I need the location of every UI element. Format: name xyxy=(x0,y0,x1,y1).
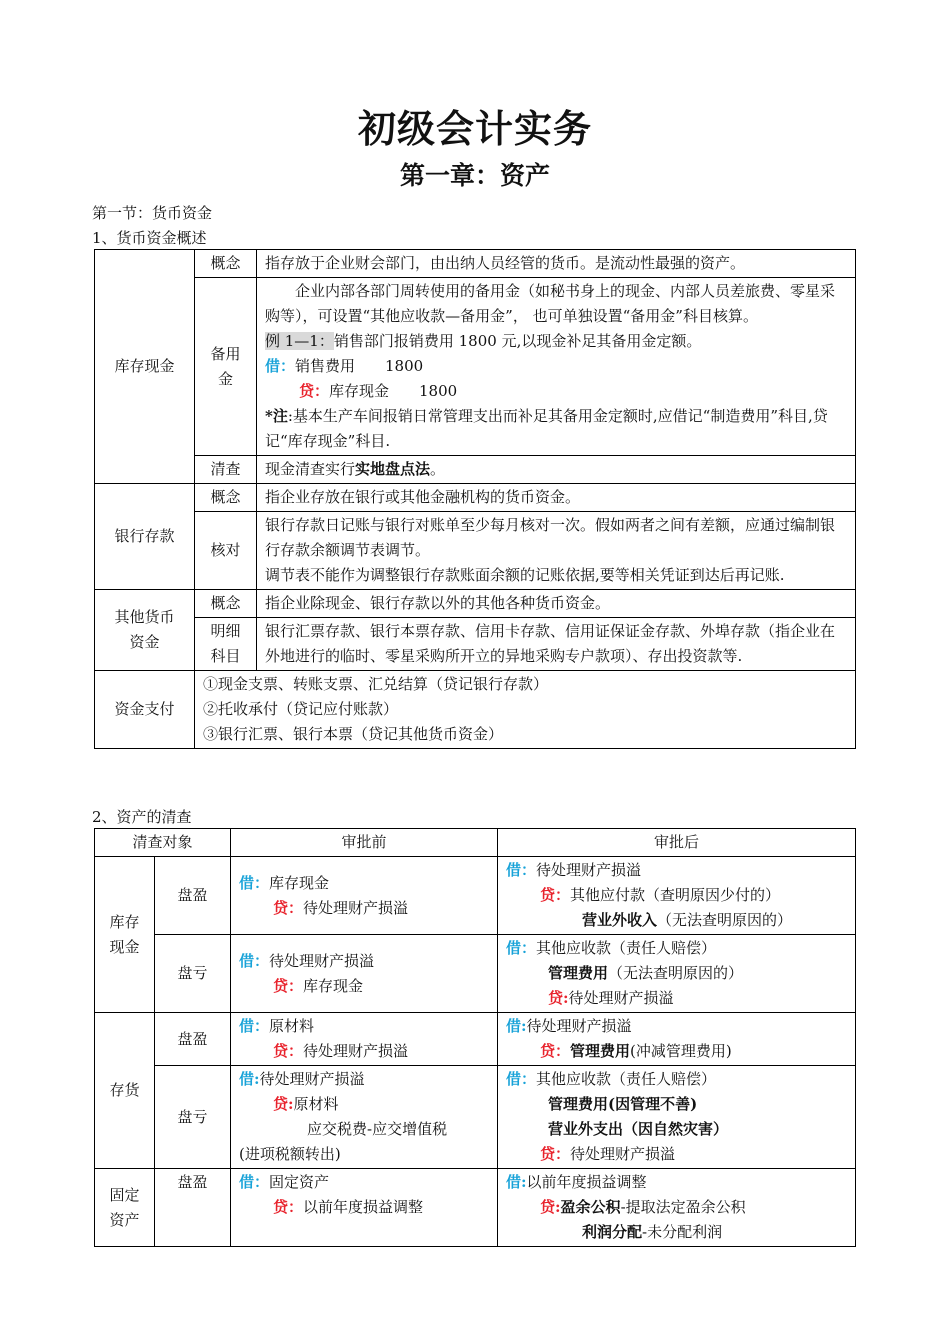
inv-surplus-after: 借:待处理财产损溢 贷：管理费用(冲减管理费用) xyxy=(498,1013,856,1066)
cash-deficit-after: 借：其他应收款（责任人赔偿） 管理费用（无法查明原因的） 贷:待处理财产损溢 xyxy=(498,935,856,1013)
subsection-heading-1: 1、货币资金概述 xyxy=(92,229,207,247)
bank-label: 银行存款 xyxy=(95,484,195,590)
other-detail-label: 明细 科目 xyxy=(195,618,257,671)
payment-label: 资金支付 xyxy=(95,671,195,749)
surplus-label: 盘盈 xyxy=(155,1169,231,1247)
fixed-asset-object: 固定 资产 xyxy=(95,1169,155,1247)
cash-surplus-before: 借：库存现金 贷：待处理财产损溢 xyxy=(231,857,498,935)
other-funds-label: 其他货币 资金 xyxy=(95,590,195,671)
payment-items xyxy=(195,671,856,749)
asset-check-table xyxy=(94,828,856,1247)
other-concept-label: 概念 xyxy=(195,590,257,618)
bank-verify-content: 银行存款日记账与银行对账单至少每月核对一次。假如两者之间有差额，应通过编制银行存款余额调节表调节。 调节表不能作为调整银行存款账面余额的记账依据,要等相关凭证到达后再记账. xyxy=(257,512,856,590)
cash-concept-label: 概念 xyxy=(195,250,257,278)
cash-label: 库存现金 xyxy=(95,250,195,484)
payment-item: ①现金支票、转账支票、汇兑结算（贷记银行存款） xyxy=(203,675,549,693)
inventory-object: 存货 xyxy=(95,1013,155,1169)
payment-item: ②托收承付（贷记应付账款） xyxy=(203,700,399,718)
bank-concept-text: 指企业存放在银行或其他金融机构的货币资金。 xyxy=(257,484,856,512)
petty-cash-para: 企业内部各部门周转使用的备用金（如秘书身上的现金、内部人员差旅费、零星采购等），可设置“其他应收款—备用金”， 也可单独设置“备用金”科目核算。 xyxy=(265,282,836,325)
fa-surplus-after: 借:以前年度损益调整 贷:盈余公积-提取法定盈余公积 利润分配-未分配利润 xyxy=(498,1169,856,1247)
example-tag: 例 1—1： xyxy=(265,332,334,350)
other-detail-text: 银行汇票存款、银行本票存款、信用卡存款、信用证保证金存款、外埠存款（指企业在外地进行的临时、零星采购所开立的异地采购专户款项）、存出投资款等. xyxy=(257,618,856,671)
bank-concept-label: 概念 xyxy=(195,484,257,512)
payment-item: ③银行汇票、银行本票（贷记其他货币资金） xyxy=(203,725,504,743)
cash-concept-text: 指存放于企业财会部门，由出纳人员经管的货币。是流动性最强的资产。 xyxy=(257,250,856,278)
inv-surplus-before: 借：原材料 贷：待处理财产损溢 xyxy=(231,1013,498,1066)
inv-deficit-after: 借：其他应收款（责任人赔偿） 管理费用(因管理不善) 营业外支出（因自然灾害） 贷：待处理财产损溢 xyxy=(498,1066,856,1169)
monetary-funds-table xyxy=(94,249,856,749)
surplus-label: 盘盈 xyxy=(155,1013,231,1066)
cash-object: 库存 现金 xyxy=(95,857,155,1013)
bank-verify-label: 核对 xyxy=(195,512,257,590)
header-before: 审批前 xyxy=(231,829,498,857)
chapter-title: 第一章：资产 xyxy=(399,161,550,190)
cash-check-text: 现金清查实行实地盘点法。 xyxy=(257,456,856,484)
doc-title: 初级会计实务 xyxy=(357,106,592,151)
subsection-heading-2: 2、资产的清查 xyxy=(92,808,192,826)
example-line: 例 1—1：销售部门报销费用 1800 元,以现金补足其备用金定额。 xyxy=(265,332,702,350)
inv-deficit-before: 借:待处理财产损溢 贷:原材料 应交税费-应交增值税 (进项税额转出) xyxy=(231,1066,498,1169)
header-after: 审批后 xyxy=(498,829,856,857)
deficit-label: 盘亏 xyxy=(155,1066,231,1169)
note-line: *注:基本生产车间报销日常管理支出而补足其备用金定额时,应借记“制造费用”科目,贷记“库存现金”科目. xyxy=(265,407,828,450)
example-credit: 贷：库存现金 1800 xyxy=(299,382,458,400)
cash-surplus-after: 借：待处理财产损溢 贷：其他应付款（查明原因少付的） 营业外收入（无法查明原因的） xyxy=(498,857,856,935)
petty-cash-label: 备用 金 xyxy=(195,278,257,456)
other-concept-text: 指企业除现金、银行存款以外的其他各种货币资金。 xyxy=(257,590,856,618)
petty-cash-content xyxy=(257,278,856,456)
example-debit: 借：销售费用 1800 xyxy=(265,357,424,375)
surplus-label: 盘盈 xyxy=(155,857,231,935)
cash-deficit-before: 借：待处理财产损溢 贷：库存现金 xyxy=(231,935,498,1013)
fa-surplus-before: 借：固定资产 贷：以前年度损益调整 xyxy=(231,1169,498,1247)
section-heading: 第一节：货币资金 xyxy=(92,204,213,222)
cash-check-label: 清查 xyxy=(195,456,257,484)
deficit-label: 盘亏 xyxy=(155,935,231,1013)
header-object: 清查对象 xyxy=(95,829,231,857)
